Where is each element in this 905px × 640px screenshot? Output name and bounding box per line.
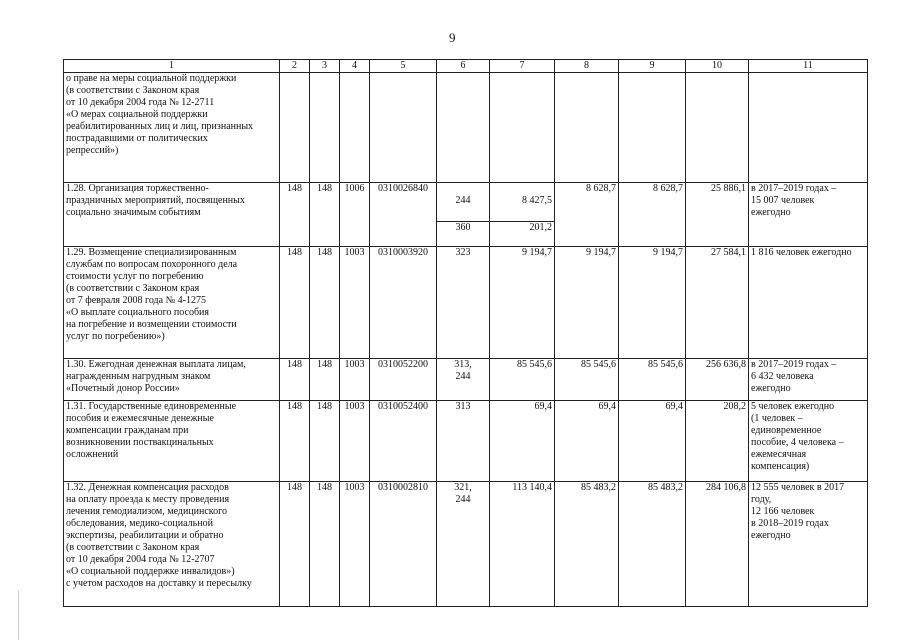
cell-col4: 1006	[340, 183, 370, 247]
cell-col4: 1003	[340, 247, 370, 359]
cell-col6: 313, 244	[437, 359, 490, 401]
cell-col2: 148	[280, 401, 310, 482]
header-cell: 10	[686, 60, 749, 73]
cell-col10	[686, 73, 749, 183]
cell-col2: 148	[280, 482, 310, 607]
cell-col8: 8 628,7	[555, 183, 619, 247]
cell-col5: 0310002810	[370, 482, 437, 607]
cell-col4: 1003	[340, 359, 370, 401]
table-row	[64, 73, 868, 183]
header-cell: 2	[280, 60, 310, 73]
cell-col5: 0310052400	[370, 401, 437, 482]
cell-col3: 148	[310, 359, 340, 401]
cell-col11: 5 человек ежегодно (1 человек – единовременное пособие, 4 человека – ежемесячная компенсация)	[749, 401, 868, 482]
cell-col4	[340, 73, 370, 183]
cell-col11: 12 555 человек в 2017 году, 12 166 человек в 2018–2019 годах ежегодно	[749, 482, 868, 607]
cell-col11: в 2017–2019 годах – 6 432 человека ежегодно	[749, 359, 868, 401]
cell-col2: 148	[280, 183, 310, 247]
cell-col5	[370, 73, 437, 183]
cell-col9: 85 545,6	[619, 359, 686, 401]
cell-col2	[280, 73, 310, 183]
cell-col9	[619, 73, 686, 183]
cell-col10: 25 886,1	[686, 183, 749, 247]
table-row	[64, 401, 868, 482]
header-cell: 7	[490, 60, 555, 73]
row-description: 1.30. Ежегодная денежная выплата лицам, награжденным нагрудным знаком «Почетный донор России»	[64, 359, 280, 401]
cell-col6: 323	[437, 247, 490, 359]
cell-col9: 8 628,7	[619, 183, 686, 247]
cell-col9: 9 194,7	[619, 247, 686, 359]
header-row	[64, 60, 868, 73]
cell-col4: 1003	[340, 401, 370, 482]
budget-table	[63, 59, 868, 607]
cell-col6-line2: 360	[437, 221, 489, 234]
cell-col7: 113 140,4	[490, 482, 555, 607]
cell-col8	[555, 73, 619, 183]
row-description: о праве на меры социальной поддержки (в соответствии с Законом края от 10 декабря 2004 года № 12-2711 «О мерах социальной поддержки реабилитированных лиц и лиц, признанных пострадавшими от политических репрессий»)	[64, 73, 280, 183]
table-row	[64, 247, 868, 359]
cell-col3: 148	[310, 183, 340, 247]
cell-col7	[490, 183, 555, 247]
cell-col7-line1: 8 427,5	[522, 195, 552, 206]
cell-col5: 0310003920	[370, 247, 437, 359]
cell-col5: 0310052200	[370, 359, 437, 401]
header-cell: 3	[310, 60, 340, 73]
cell-col6: 313	[437, 401, 490, 482]
table-row	[64, 482, 868, 607]
cell-col11: 1 816 человек ежегодно	[749, 247, 868, 359]
header-cell: 8	[555, 60, 619, 73]
cell-col3: 148	[310, 247, 340, 359]
row-description: 1.32. Денежная компенсация расходов на оплату проезда к месту проведения лечения гемодиализом, медицинского обследования, медико-социальной экспертизы, реабилитации и обратно (в соответствии с Законом края от 10 декабря 2004 года № 12-2707 «О социальной поддержке инвалидов») с учетом расходов на доставку и пересылку	[64, 482, 280, 607]
row-description: 1.28. Организация торжественно- праздничных мероприятий, посвященных социально значимым событиям	[64, 183, 280, 247]
header-cell: 1	[64, 60, 280, 73]
page-number: 9	[449, 30, 456, 45]
header-cell: 11	[749, 60, 868, 73]
table-row	[64, 359, 868, 401]
cell-col11: в 2017–2019 годах – 15 007 человек ежегодно	[749, 183, 868, 247]
cell-col6: 321, 244	[437, 482, 490, 607]
cell-col4: 1003	[340, 482, 370, 607]
cell-col10: 284 106,8	[686, 482, 749, 607]
header-cell: 5	[370, 60, 437, 73]
cell-col8: 69,4	[555, 401, 619, 482]
cell-col8: 9 194,7	[555, 247, 619, 359]
cell-col8: 85 483,2	[555, 482, 619, 607]
cell-col6	[437, 183, 490, 247]
cell-col7: 85 545,6	[490, 359, 555, 401]
cell-col10: 27 584,1	[686, 247, 749, 359]
cell-col11	[749, 73, 868, 183]
cell-col6	[437, 73, 490, 183]
cell-col7: 9 194,7	[490, 247, 555, 359]
cell-col2: 148	[280, 359, 310, 401]
cell-col10: 256 636,8	[686, 359, 749, 401]
header-cell: 4	[340, 60, 370, 73]
header-cell: 9	[619, 60, 686, 73]
cell-col7: 69,4	[490, 401, 555, 482]
row-description: 1.29. Возмещение специализированным службам по вопросам похоронного дела стоимости услуг по погребению (в соответствии с Законом края от 7 февраля 2008 года № 4-1275 «О выплате социального пособия на погребение и возмещении стоимости услуг по погребению»)	[64, 247, 280, 359]
cell-col6-line1: 244	[455, 195, 471, 206]
cell-col8: 85 545,6	[555, 359, 619, 401]
header-cell: 6	[437, 60, 490, 73]
cell-col3	[310, 73, 340, 183]
cell-col9: 69,4	[619, 401, 686, 482]
cell-col5: 0310026840	[370, 183, 437, 247]
cell-col7	[490, 73, 555, 183]
cell-col7-line2: 201,2	[490, 221, 554, 234]
row-description: 1.31. Государственные единовременные пособия и ежемесячные денежные компенсации гражданам при возникновении поствакцинальных осложнений	[64, 401, 280, 482]
cell-col3: 148	[310, 482, 340, 607]
cell-col2: 148	[280, 247, 310, 359]
scan-edge-mark	[18, 590, 19, 640]
table-row	[64, 183, 868, 247]
cell-col10: 208,2	[686, 401, 749, 482]
cell-col3: 148	[310, 401, 340, 482]
cell-col9: 85 483,2	[619, 482, 686, 607]
